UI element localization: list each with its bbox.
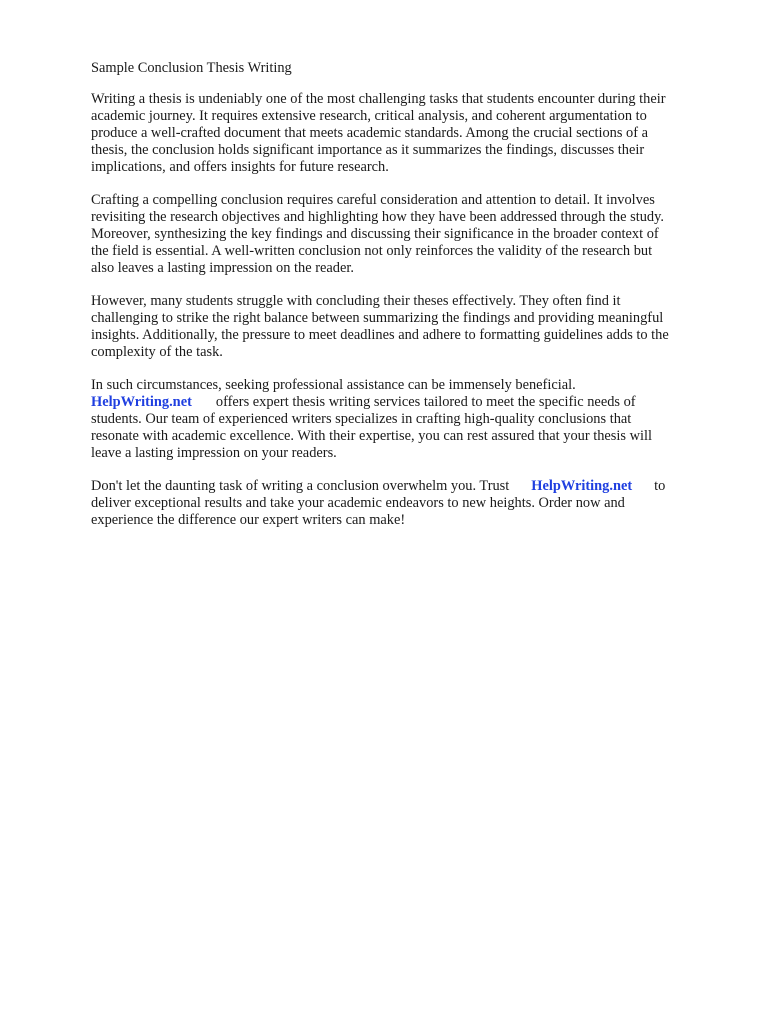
paragraph-line: resonate with academic excellence. With their expertise, you can rest assured that your thesis will [91,428,652,444]
paragraph-line: the field is essential. A well-written conclusion not only reinforces the validity of the research but [91,243,653,259]
paragraph-line: revisiting the research objectives and highlighting how they have been addressed through the study. [91,209,664,225]
paragraph-line: In such circumstances, seeking professional assistance can be immensely beneficial. [91,377,576,393]
paragraph-line: challenging to strike the right balance between summarizing the findings and providing meaningful [91,310,664,326]
helpwriting-link[interactable]: HelpWriting.net [531,478,633,494]
paragraph-text: Don't let the daunting task of writing a conclusion overwhelm you. Trust [91,478,510,494]
paragraph-line: However, many students struggle with concluding their theses effectively. They often find it [91,293,621,309]
paragraph-line: Moreover, synthesizing the key findings and discussing their significance in the broader context of [91,226,659,242]
paragraph-line: leave a lasting impression on your readers. [91,445,337,461]
paragraph-text: to [654,478,666,494]
paragraph-line: implications, and offers insights for future research. [91,159,389,175]
paragraph-line: deliver exceptional results and take your academic endeavors to new heights. Order now and [91,495,625,511]
document-page [91,60,723,545]
paragraph-line: complexity of the task. [91,344,223,360]
paragraph-line: Writing a thesis is undeniably one of the most challenging tasks that students encounter during their [91,91,666,107]
paragraph-line: produce a well-crafted document that meets academic standards. Among the crucial sections of a [91,125,649,141]
paragraph-line: experience the difference our expert writers can make! [91,512,406,528]
paragraph-line: academic journey. It requires extensive research, critical analysis, and coherent argumentation to [91,108,647,124]
paragraph-line: thesis, the conclusion holds significant importance as it summarizes the findings, discusses their [91,142,645,158]
paragraph-text: offers expert thesis writing services tailored to meet the specific needs of [215,394,636,410]
paragraph-line [91,394,723,411]
document-title: Sample Conclusion Thesis Writing [91,60,292,76]
helpwriting-link[interactable]: HelpWriting.net [91,394,192,410]
paragraph-struggle [91,293,723,361]
paragraph-call-to-action [91,478,723,529]
paragraph-line: Crafting a compelling conclusion requires careful consideration and attention to detail. It involves [91,192,655,208]
paragraph-line: students. Our team of experienced writers specializes in crafting high-quality conclusions that [91,411,632,427]
paragraph-crafting [91,192,723,277]
paragraph-line: also leaves a lasting impression on the reader. [91,260,354,276]
paragraph-intro [91,91,723,176]
paragraph-assistance [91,377,723,462]
paragraph-line: insights. Additionally, the pressure to meet deadlines and adhere to formatting guidelines adds to the [91,327,669,343]
paragraph-line [91,478,723,495]
